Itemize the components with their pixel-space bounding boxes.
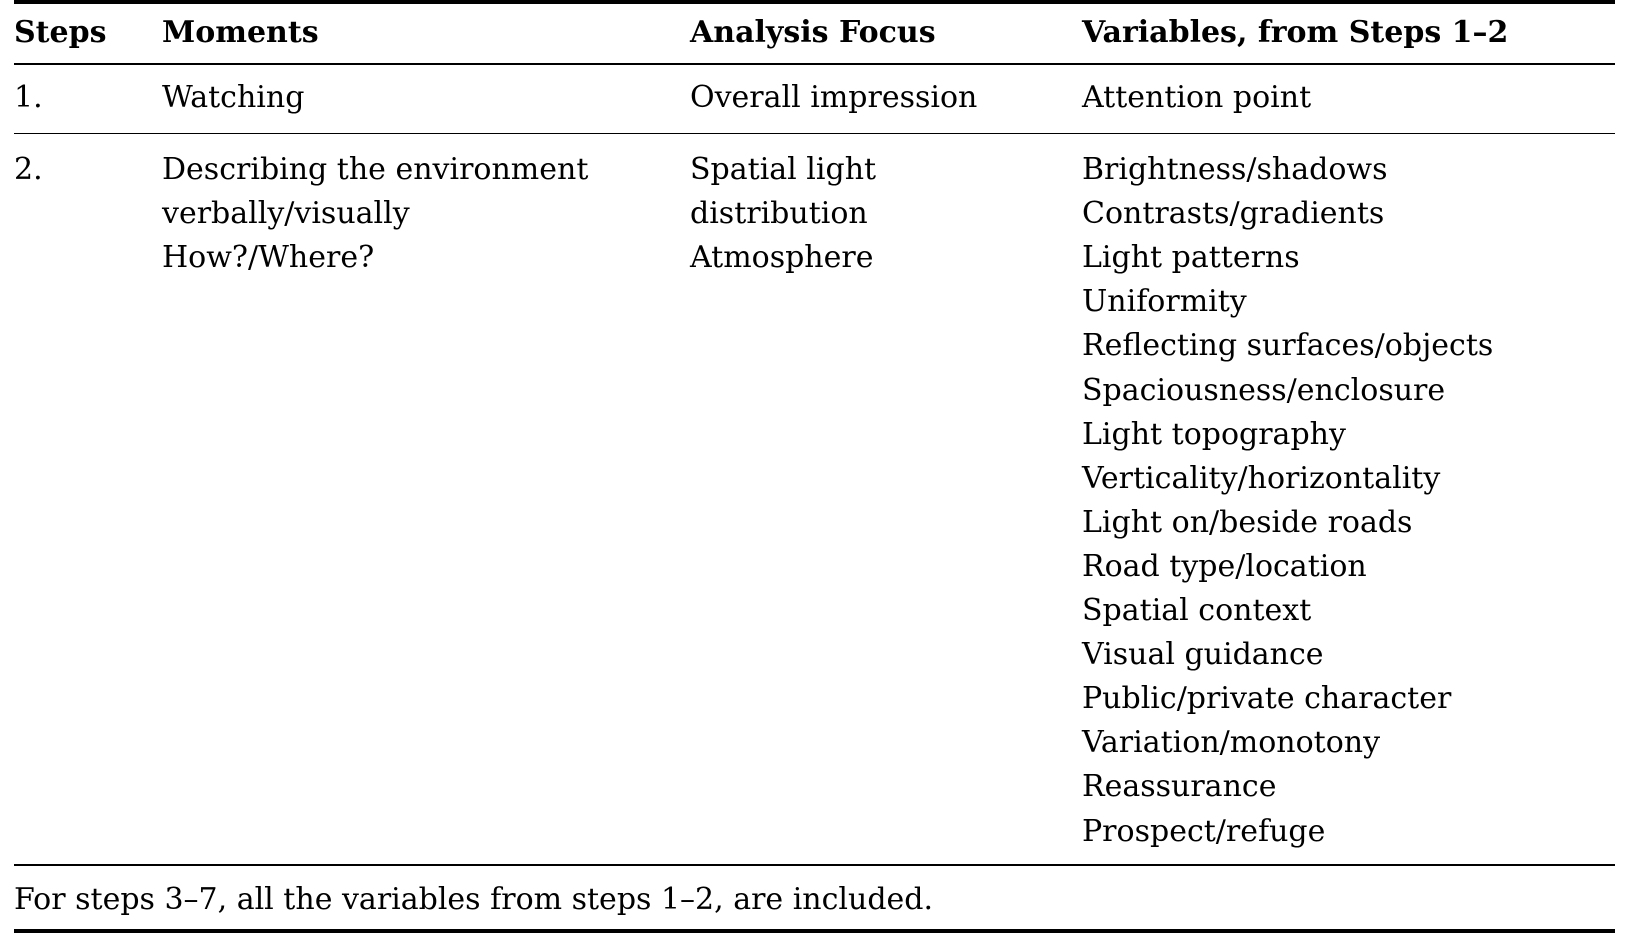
moment-line: Describing the environment	[162, 152, 589, 188]
variable-line: Prospect/refuge	[1082, 813, 1326, 849]
table-header-row	[14, 2, 1615, 64]
cell-step-number	[14, 134, 162, 865]
variable-line: Reassurance	[1082, 769, 1277, 805]
moment-line: Watching	[162, 80, 305, 115]
variable-line: Variation/monotony	[1082, 725, 1381, 761]
focus-line: Spatial light	[690, 152, 877, 188]
step-number: 1.	[14, 80, 43, 115]
column-header-steps: Steps	[14, 15, 107, 50]
variable-line: Light on/beside roads	[1082, 504, 1413, 540]
variable-line: Light topography	[1082, 416, 1346, 452]
column-header-moments: Moments	[162, 15, 319, 50]
variable-line: Spatial context	[1082, 593, 1312, 629]
variable-line: Road type/location	[1082, 548, 1367, 584]
table-footnote-row	[14, 865, 1615, 931]
cell-moments	[162, 134, 690, 865]
variable-line: Light patterns	[1082, 240, 1300, 276]
cell-moments	[162, 64, 690, 134]
table-body	[14, 64, 1615, 931]
table-footnote: For steps 3–7, all the variables from steps 1–2, are included.	[14, 881, 934, 917]
variable-line: Uniformity	[1082, 284, 1247, 320]
variable-line: Attention point	[1082, 80, 1312, 115]
cell-step-number	[14, 64, 162, 134]
table-header	[14, 2, 1615, 64]
variable-line: Brightness/shadows	[1082, 152, 1388, 188]
focus-line: Overall impression	[690, 80, 978, 115]
step-number: 2.	[14, 152, 43, 188]
variable-line: Public/private character	[1082, 681, 1452, 717]
cell-analysis-focus	[690, 134, 1082, 865]
focus-line: Atmosphere	[690, 240, 874, 276]
moment-line: How?/Where?	[162, 240, 375, 276]
moment-line: verbally/visually	[162, 196, 410, 232]
cell-variables	[1082, 134, 1615, 865]
cell-variables	[1082, 64, 1615, 134]
focus-line: distribution	[690, 196, 868, 232]
analysis-steps-table	[14, 0, 1615, 933]
variable-line: Visual guidance	[1082, 637, 1324, 673]
variable-line: Verticality/horizontality	[1082, 460, 1441, 496]
variable-line: Reflecting surfaces/objects	[1082, 328, 1494, 364]
column-header-variables: Variables, from Steps 1–2	[1082, 15, 1509, 50]
variable-line: Spaciousness/enclosure	[1082, 372, 1446, 408]
variable-line: Contrasts/gradients	[1082, 196, 1385, 232]
column-header-analysis-focus: Analysis Focus	[690, 15, 936, 50]
table-row	[14, 64, 1615, 134]
cell-analysis-focus	[690, 64, 1082, 134]
table-row	[14, 134, 1615, 865]
